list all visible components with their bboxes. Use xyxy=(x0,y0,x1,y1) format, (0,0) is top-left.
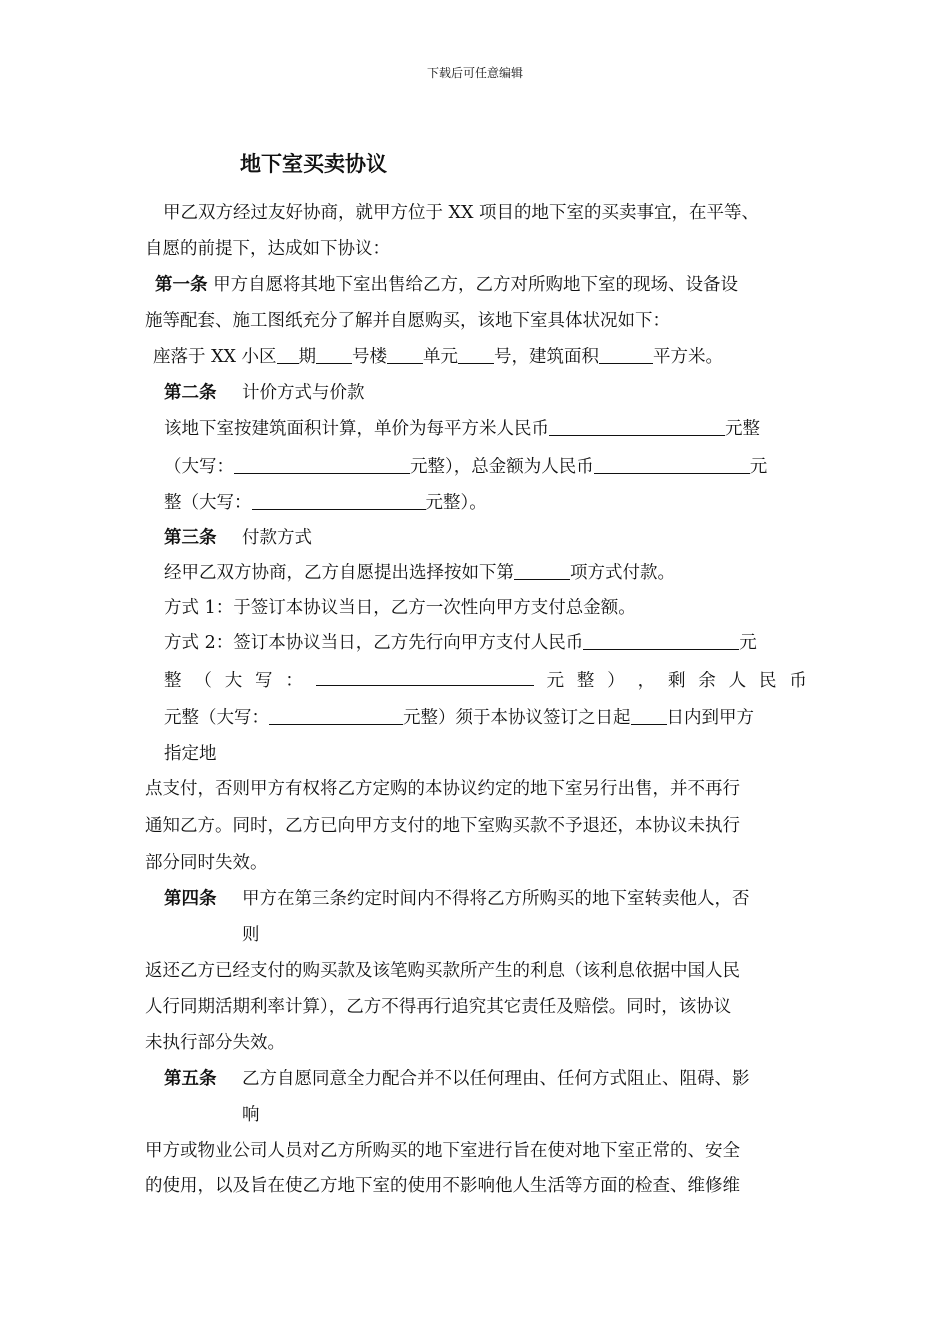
text: 元整）。 xyxy=(425,493,487,513)
char: 币 xyxy=(789,671,807,691)
text: 整（大写： xyxy=(164,493,252,513)
location-text: 单元 xyxy=(423,347,459,367)
blank-total-words[interactable] xyxy=(252,492,426,510)
char: 民 xyxy=(758,671,777,691)
document-title: 地下室买卖协议 xyxy=(240,151,387,176)
blank-building[interactable] xyxy=(316,346,352,364)
article-4-para-2: 人行同期活期利率计算），乙方不得再行追究其它责任及赔偿。同时，该协议 xyxy=(145,997,732,1017)
article-5-label: 第五条 xyxy=(164,1069,217,1089)
char: 剩 xyxy=(667,671,686,691)
article-2-line-1 xyxy=(164,416,760,442)
char: 整 xyxy=(576,671,595,691)
blank-down-payment[interactable] xyxy=(583,632,739,650)
payment-method-2-line-4: 指定地 xyxy=(164,744,217,764)
blank-unit[interactable] xyxy=(387,346,423,364)
article-3-para-1: 点支付，否则甲方有权将乙方定购的本协议约定的地下室另行出售，并不再行 xyxy=(145,779,740,799)
text: 日内到甲方 xyxy=(666,708,754,728)
text: 方式 2：签订本协议当日，乙方先行向甲方支付人民币 xyxy=(164,633,584,653)
blank-down-payment-words[interactable] xyxy=(316,668,534,686)
article-4-para-1: 返还乙方已经支付的购买款及该笔购买款所产生的利息（该利息依据中国人民 xyxy=(145,961,740,981)
article-3-para-3: 部分同时失效。 xyxy=(145,853,268,873)
article-5-text-2: 响 xyxy=(242,1105,260,1125)
text: （大写： xyxy=(164,457,234,477)
text: 经甲乙双方协商，乙方自愿提出选择按如下第 xyxy=(164,563,514,583)
article-5-para-1: 甲方或物业公司人员对乙方所购买的地下室进行旨在使对地下室正常的、安全 xyxy=(145,1141,740,1161)
intro-line-1: 甲乙双方经过友好协商，就甲方位于 XX 项目的地下室的买卖事宜，在平等、 xyxy=(163,203,760,223)
char: 写 xyxy=(255,671,273,691)
intro-line-2: 自愿的前提下，达成如下协议： xyxy=(145,239,390,259)
blank-unit-price[interactable] xyxy=(549,418,725,436)
location-text: 平方米。 xyxy=(653,347,724,367)
char: 大 xyxy=(224,671,243,691)
char: ） xyxy=(607,671,625,691)
location-text: 号楼 xyxy=(352,347,388,367)
text: 元整（大写： xyxy=(164,708,269,728)
article-3-label: 第三条 xyxy=(164,528,217,548)
payment-method-2-line-1 xyxy=(164,630,757,656)
article-4-text: 甲方在第三条约定时间内不得将乙方所购买的地下室转卖他人，否 xyxy=(242,889,750,909)
location-text: 座落于 XX 小区 xyxy=(153,347,277,367)
text: 项方式付款。 xyxy=(570,563,675,583)
payment-method-2-line-2 xyxy=(164,668,807,694)
article-3-title: 付款方式 xyxy=(242,528,312,548)
char: ： xyxy=(285,671,303,691)
blank-balance-words[interactable] xyxy=(269,707,403,725)
text: 元 xyxy=(749,457,768,477)
char: 整 xyxy=(164,671,182,691)
location-text: 号，建筑面积 xyxy=(494,347,600,367)
text: 该地下室按建筑面积计算，单价为每平方米人民币 xyxy=(164,419,549,439)
text: 元整）须于本协议签订之日起 xyxy=(403,708,631,728)
article-2-label: 第二条 xyxy=(164,383,217,403)
article-3-line-1 xyxy=(164,560,675,586)
blank-phase[interactable] xyxy=(277,346,299,364)
char: 余 xyxy=(698,671,716,691)
article-3-para-2: 通知乙方。同时，乙方已向甲方支付的地下室购买款不予退还，本协议未执行 xyxy=(145,816,740,836)
article-1-line-2: 施等配套、施工图纸充分了解并自愿购买，该地下室具体状况如下： xyxy=(145,311,670,331)
text: 元整），总金额为人民币 xyxy=(410,457,594,477)
article-4-text-2: 则 xyxy=(242,925,260,945)
payment-method-2-line-3 xyxy=(164,705,754,731)
article-4-para-3: 未执行部分失效。 xyxy=(145,1033,285,1053)
char: ， xyxy=(637,671,656,691)
article-4-label: 第四条 xyxy=(164,889,217,909)
blank-payment-method[interactable] xyxy=(514,562,570,580)
article-5-para-2: 的使用，以及旨在使乙方地下室的使用不影响他人生活等方面的检查、维修维 xyxy=(145,1176,740,1196)
blank-total-amount[interactable] xyxy=(594,456,750,474)
location-text: 期 xyxy=(298,347,317,367)
blank-area[interactable] xyxy=(599,346,653,364)
payment-method-1: 方式 1：于签订本协议当日，乙方一次性向甲方支付总金额。 xyxy=(164,598,636,618)
article-2-line-2 xyxy=(164,454,767,480)
blank-unit-price-words[interactable] xyxy=(234,456,410,474)
blank-days[interactable] xyxy=(631,707,667,725)
page-header-note: 下载后可任意编辑 xyxy=(426,66,523,80)
location-line xyxy=(153,344,723,370)
article-1-line-1 xyxy=(155,272,738,298)
char: 人 xyxy=(728,671,747,691)
article-2-title: 计价方式与价款 xyxy=(242,383,365,403)
text: 元整 xyxy=(725,419,760,439)
char: 元 xyxy=(546,671,565,691)
article-2-line-3 xyxy=(164,490,487,516)
article-1-label: 第一条 xyxy=(155,275,208,295)
text: 元 xyxy=(739,633,757,653)
article-5-text: 乙方自愿同意全力配合并不以任何理由、任何方式阻止、阻碍、影 xyxy=(242,1069,750,1089)
blank-room[interactable] xyxy=(458,346,494,364)
article-1-text: 甲方自愿将其地下室出售给乙方，乙方对所购地下室的现场、设备设 xyxy=(207,275,739,295)
char: （ xyxy=(194,671,212,691)
